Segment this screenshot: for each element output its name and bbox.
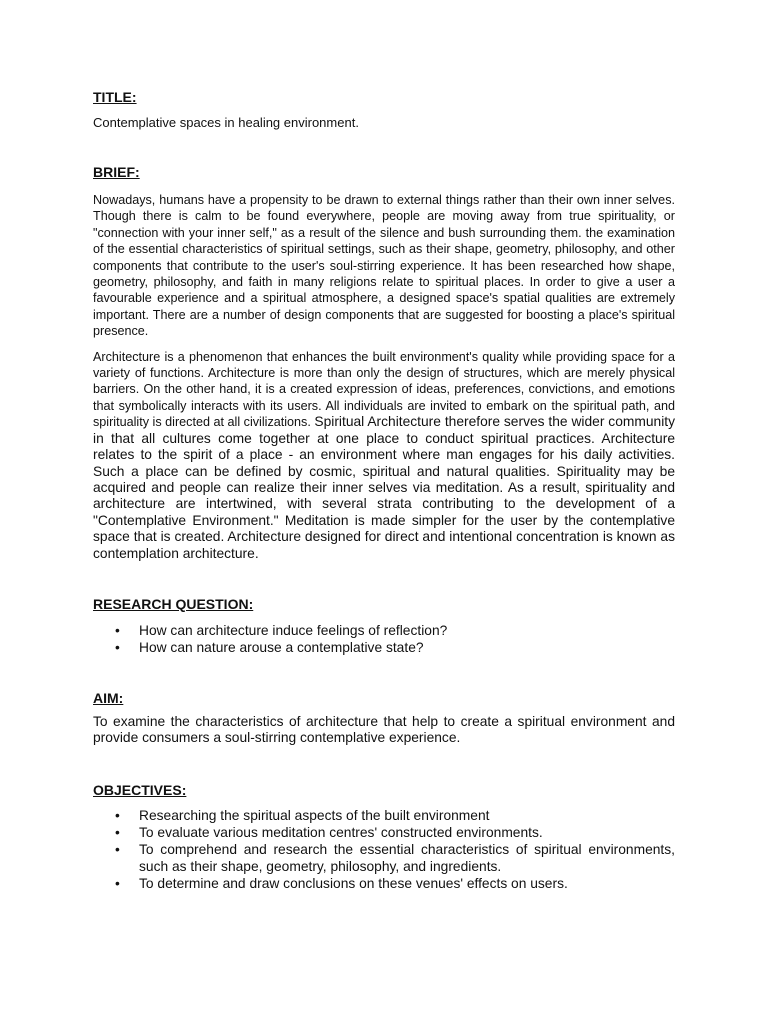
objectives-heading: OBJECTIVES: xyxy=(93,781,187,798)
brief-paragraph-2-part-1: Architecture is a phenomenon that enhances the built environment's quality while providing space for a variety of functions. Architecture is more than only the design of structures, which are merely physical barriers. On the other hand, it is a created expression of ideas, preferences, convictions, and emotions that symbolically interacts with its users. All individuals are invited to embark on the spiritual path, and spirituality is directed at all civilizations. xyxy=(93,349,675,430)
objective-item: • To determine and draw conclusions on these venues' effects on users. xyxy=(93,875,675,892)
objective-item: • To evaluate various meditation centres' constructed environments. xyxy=(93,824,675,841)
research-question-item: • How can nature arouse a contemplative state? xyxy=(93,639,675,656)
research-question-list xyxy=(93,622,675,656)
objective-item: • To comprehend and research the essential characteristics of spiritual environments, such as their shape, geometry, philosophy, and ingredients. xyxy=(93,841,675,875)
title-heading: TITLE: xyxy=(93,89,137,105)
aim-heading: AIM: xyxy=(93,689,124,706)
aim-text: To examine the characteristics of architecture that help to create a spiritual environment and provide consumers a soul-stirring contemplative experience. xyxy=(93,713,675,746)
brief-paragraph-2-part-2: Spiritual Architecture therefore serves the wider community in that all cultures come together at one place to conduct spiritual practices. Architecture relates to the spirit of a place - an environment where man engages for his daily activities. Such a place can be defined by cosmic, spiritual and natural qualities. Spirituality may be acquired and people can realize their inner selves via meditation. As a result, spirituality and architecture are intertwined, with several strata contributing to the development of a "Contemplative Environment." Meditation is made simpler for the user by the contemplative space that is created. Architecture designed for direct and intentional concentration is known as contemplation architecture. xyxy=(93,414,675,561)
objective-item: • Researching the spiritual aspects of the built environment xyxy=(93,807,675,824)
document-page xyxy=(93,86,675,892)
brief-heading: BRIEF: xyxy=(93,164,140,180)
brief-paragraph-1: Nowadays, humans have a propensity to be drawn to external things rather than their own inner selves. Though there is calm to be found everywhere, people are moving away from true spirituality, or "connection with your inner self," as a result of the silence and bush surrounding them. the examination of the essential characteristics of spiritual settings, such as their shape, geometry, philosophy, and other components that contribute to the user's soul-stirring experience. It has been researched how shape, geometry, philosophy, and faith in many religions relate to spiritual places. In order to give a user a favourable experience and a spiritual atmosphere, a designed space's spatial qualities are extremely important. There are a number of design components that are suggested for boosting a place's spiritual presence. xyxy=(93,193,675,339)
brief-paragraph-2 xyxy=(93,349,675,562)
research-question-heading: RESEARCH QUESTION: xyxy=(93,595,254,612)
objectives-list xyxy=(93,807,675,892)
title-text: Contemplative spaces in healing environment. xyxy=(93,115,359,130)
research-question-item: • How can architecture induce feelings of reflection? xyxy=(93,622,675,639)
